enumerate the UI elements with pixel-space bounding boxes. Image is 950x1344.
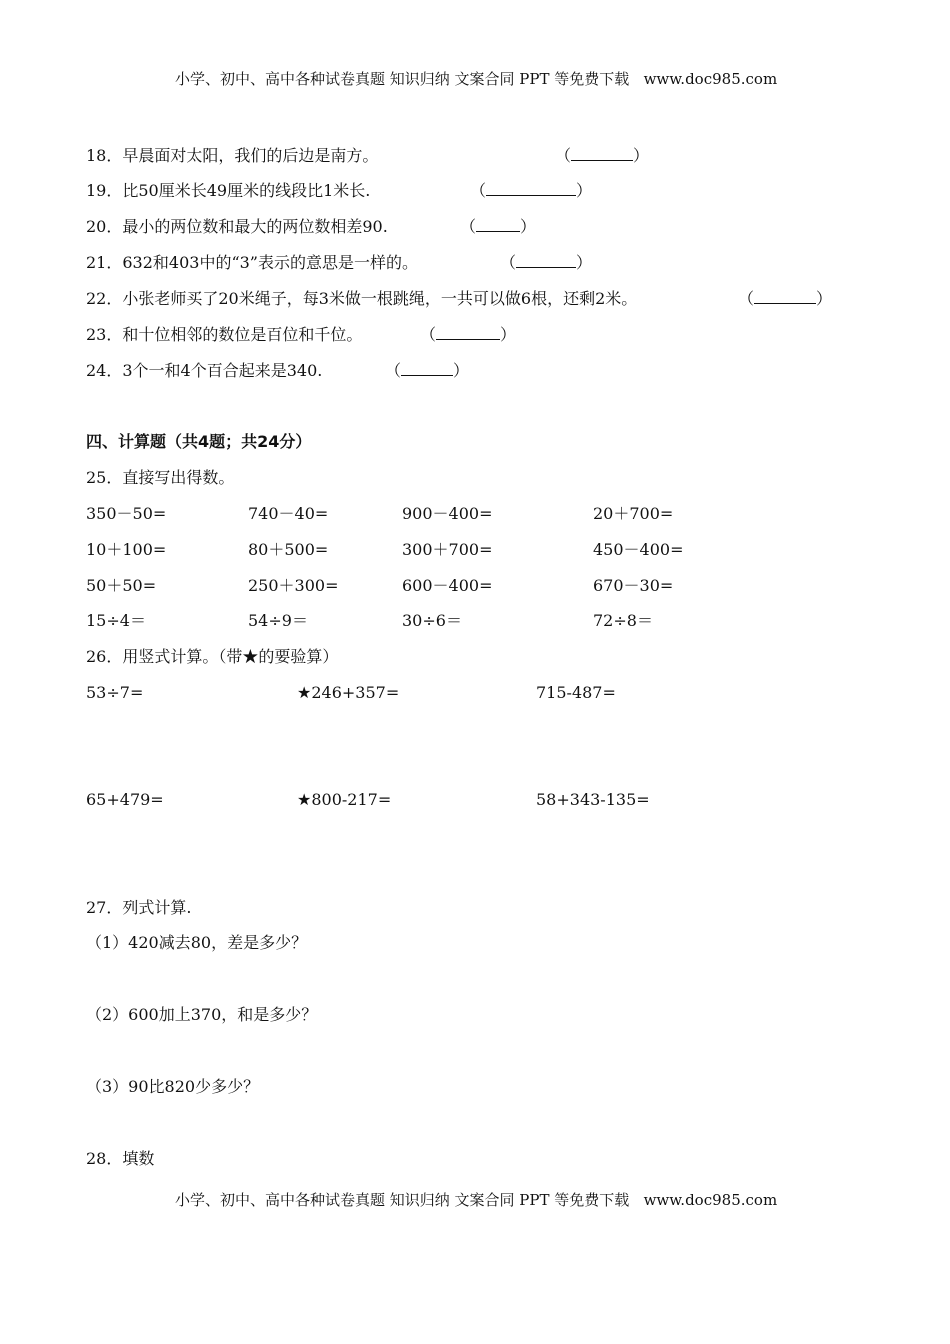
page-footer: 小学、初中、高中各种试卷真题 知识归纳 文案合同 PPT 等免费下载 www.doc985.com (175, 1191, 778, 1209)
oral-calc-item: 740－40= (248, 504, 329, 523)
judge-question: 19．比50厘米长49厘米的线段比1米长. (86, 181, 371, 200)
oral-calc-item: 50＋50= (86, 576, 157, 595)
oral-calc-item: 10＋100= (86, 540, 167, 559)
answer-blank[interactable]: （ ） (500, 253, 593, 272)
vertical-calc-item: ★246+357= (297, 683, 400, 702)
vertical-calc-item: 715-487= (536, 683, 616, 702)
oral-calc-item: 54÷9＝ (248, 611, 308, 630)
oral-calc-item: 670－30= (593, 576, 674, 595)
question-27: 27．列式计算. (86, 898, 192, 917)
answer-blank[interactable]: （ ） (470, 181, 593, 200)
question-28: 28．填数 (86, 1149, 155, 1168)
oral-calc-item: 250＋300= (248, 576, 339, 595)
oral-calc-item: 72÷8＝ (593, 611, 653, 630)
oral-calc-item: 900－400= (402, 504, 493, 523)
oral-calc-item: 300＋700= (402, 540, 493, 559)
oral-calc-item: 80＋500= (248, 540, 329, 559)
oral-calc-item: 600－400= (402, 576, 493, 595)
oral-calc-item: 15÷4＝ (86, 611, 146, 630)
vertical-calc-item: 53÷7= (86, 683, 144, 702)
judge-question: 23．和十位相邻的数位是百位和千位。 (86, 325, 363, 344)
vertical-calc-item: 58+343-135= (536, 790, 650, 809)
judge-question: 21．632和403中的“3”表示的意思是一样的。 (86, 253, 418, 272)
section-title: 四、计算题（共4题；共24分） (86, 432, 312, 451)
question-27-part-2: （2）600加上370，和是多少？ (86, 1005, 318, 1024)
judge-question: 24．3个一和4个百合起来是340. (86, 361, 323, 380)
answer-blank[interactable]: （ ） (555, 146, 650, 165)
question-27-part-1: （1）420减去80，差是多少？ (86, 933, 308, 952)
judge-question: 18．早晨面对太阳，我们的后边是南方。 (86, 146, 379, 165)
question-25: 25．直接写出得数。 (86, 468, 235, 487)
judge-question: 20．最小的两位数和最大的两位数相差90. (86, 217, 388, 236)
question-27-part-3: （3）90比820少多少？ (86, 1077, 260, 1096)
page-header: 小学、初中、高中各种试卷真题 知识归纳 文案合同 PPT 等免费下载 www.doc985.com (175, 70, 778, 88)
judge-question: 22．小张老师买了20米绳子，每3米做一根跳绳，一共可以做6根，还剩2米。 (86, 289, 638, 308)
question-26: 26．用竖式计算。（带★的要验算） (86, 647, 339, 666)
oral-calc-item: 450－400= (593, 540, 684, 559)
answer-blank[interactable]: （ ） (385, 361, 470, 380)
vertical-calc-item: ★800-217= (297, 790, 392, 809)
answer-blank[interactable]: （ ） (460, 217, 537, 236)
vertical-calc-item: 65+479= (86, 790, 164, 809)
oral-calc-item: 20＋700= (593, 504, 674, 523)
answer-blank[interactable]: （ ） (738, 289, 833, 308)
oral-calc-item: 350－50= (86, 504, 167, 523)
oral-calc-item: 30÷6＝ (402, 611, 462, 630)
answer-blank[interactable]: （ ） (420, 325, 517, 344)
